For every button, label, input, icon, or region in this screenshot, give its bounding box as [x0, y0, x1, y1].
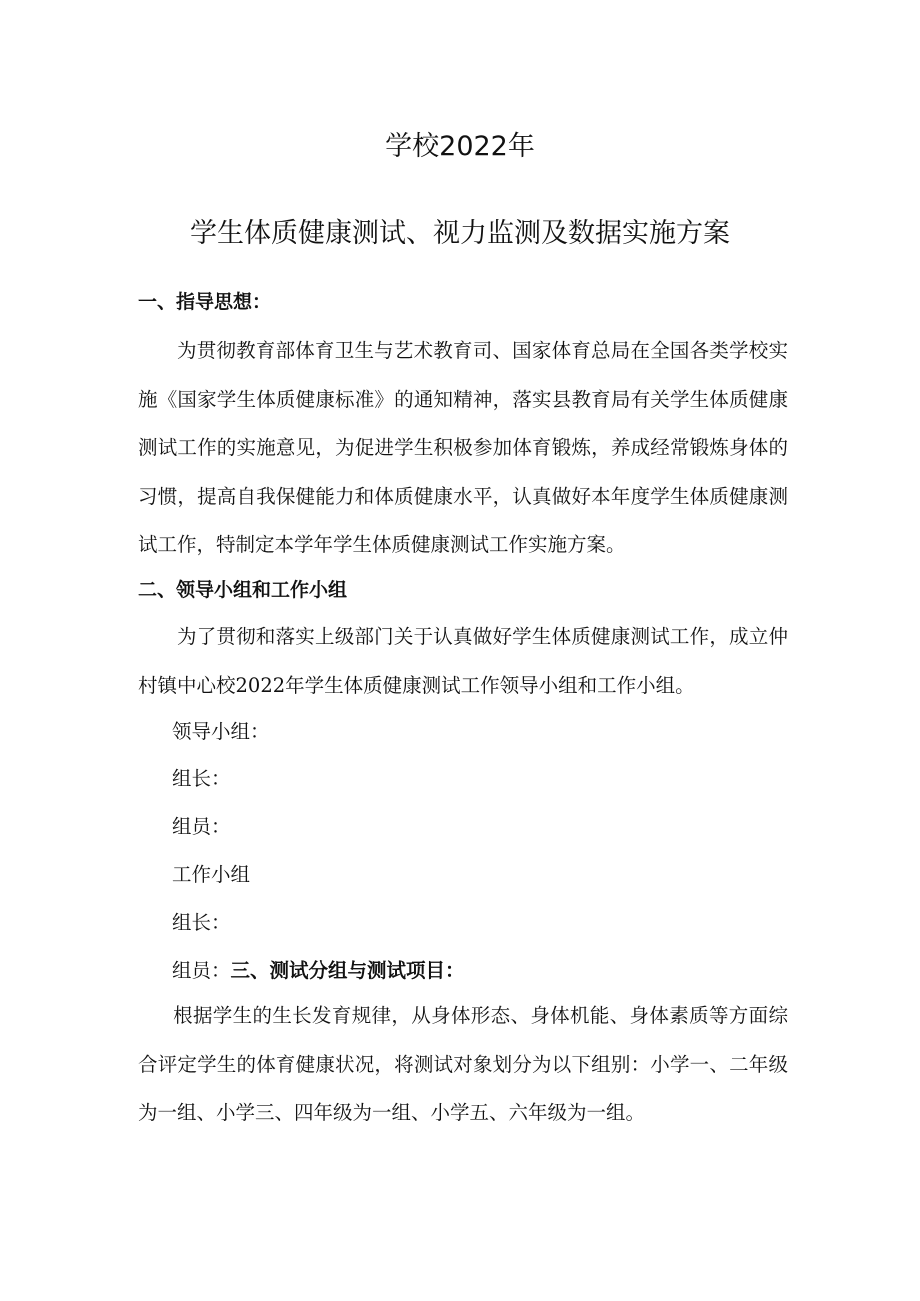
work-group-members-and-section-3-heading [172, 959, 465, 983]
leadership-group-label: 领导小组： [172, 720, 270, 743]
leadership-group-members-label: 组员： [172, 815, 231, 838]
work-group-label: 工作小组 [172, 863, 251, 886]
section-3-heading: 三、测试分组与测试项目： [230, 959, 465, 982]
section-1-heading: 一、指导思想： [138, 291, 272, 313]
section-2-heading: 二、领导小组和工作小组 [138, 579, 348, 601]
leadership-group-leader-label: 组长： [172, 767, 231, 790]
document-title-line-2: 学生体质健康测试、视力监测及数据实施方案 [190, 218, 730, 249]
document-title-line-1: 学校2022年 [385, 131, 535, 162]
work-group-leader-label: 组长： [172, 911, 231, 934]
section-1-paragraph: 为贯彻教育部体育卫生与艺术教育司、国家体育总局在全国各类学校实施《国家学生体质健康标准》的通知精神，落实县教育局有关学生体质健康测试工作的实施意见，为促进学生积极参加体育锻炼，养成经常锻炼身体的习惯，提高自我保健能力和体质健康水平，认真做好本年度学生体质健康测试工作，特制定本学年学生体质健康测试工作实施方案。 [138, 339, 788, 556]
section-3-paragraph: 根据学生的生长发育规律，从身体形态、身体机能、身体素质等方面综合评定学生的体育健康状况，将测试对象划分为以下组别：小学一、二年级为一组、小学三、四年级为一组、小学五、六年级为一组。 [138, 1004, 788, 1124]
work-group-members-label: 组员： [172, 959, 231, 982]
section-2-paragraph: 为了贯彻和落实上级部门关于认真做好学生体质健康测试工作，成立仲村镇中心校2022年学生体质健康测试工作领导小组和工作小组。 [138, 625, 788, 697]
